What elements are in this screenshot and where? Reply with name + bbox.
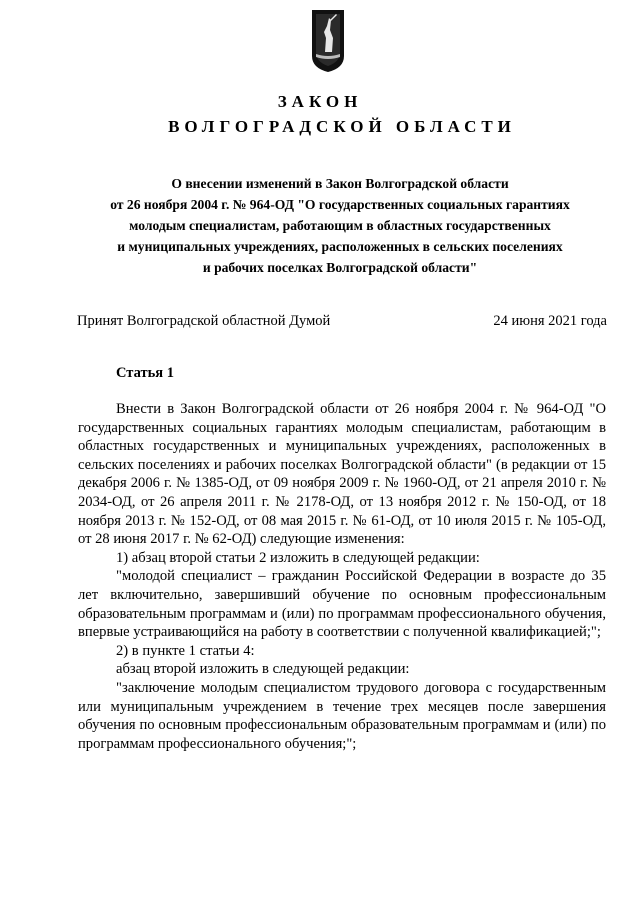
subtitle-line: О внесении изменений в Закон Волгоградской области	[171, 176, 509, 191]
article-intro-paragraph: Внести в Закон Волгоградской области от 26 ноября 2004 г. № 964-ОД "О государственных социальных гарантиях молодым специалистам, работающим в областных государственных и муниципальных учреждениях, расположенных в сельских поселениях и рабочих поселках Волгоградской области" (в редакции от 15 декабря 2006 г. № 1385-ОД, от 09 ноября 2009 г. № 1960-ОД, от 21 апреля 2010 г. № 2034-ОД, от 26 апреля 2011 г. № 2178-ОД, от 13 ноября 2012 г. № 150-ОД, от 18 ноября 2013 г. № 152-ОД, от 08 мая 2015 г. № 61-ОД, от 10 июля 2015 г. № 105-ОД, от 28 июня 2017 г. № 62-ОД) следующие изменения:	[78, 401, 606, 548]
amendment-item-2-quote: "заключение молодым специалистом трудового договора с государственным или муниципальным учреждением в течение трех месяцев после завершения обучения по основным профессиональным образовательным программам и (или) по программам профессионального обучения;";	[78, 679, 606, 752]
adopted-by: Принят Волгоградской областной Думой	[77, 313, 331, 329]
article-heading: Статья 1	[116, 365, 174, 381]
adoption-date: 24 июня 2021 года	[493, 313, 607, 329]
subtitle-line: и рабочих поселках Волгоградской области"	[202, 260, 478, 275]
law-title: ЗАКОН	[277, 92, 363, 111]
amendment-item-2: 2) в пункте 1 статьи 4:	[116, 642, 255, 659]
volgograd-coat-of-arms-icon	[310, 8, 346, 74]
article-body	[78, 400, 606, 753]
amendment-item-2-sub: абзац второй изложить в следующей редакции:	[116, 661, 410, 678]
amendment-item-1-quote: "молодой специалист – гражданин Российской Федерации в возрасте до 35 лет включительно, завершивший обучение по основным профессиональным образовательным программам и (или) по программам профессионального обучения, впервые устраивающийся на работу в соответствии с полученной квалификацией;";	[78, 568, 606, 641]
subtitle-line: и муниципальных учреждениях, расположенных в сельских поселениях	[117, 239, 563, 254]
amendment-item-1: 1) абзац второй статьи 2 изложить в следующей редакции:	[116, 549, 480, 566]
subtitle-line: молодым специалистам, работающим в областных государственных	[129, 218, 551, 233]
subtitle-line: от 26 ноября 2004 г. № 964-ОД "О государственных социальных гарантиях	[110, 197, 570, 212]
law-subtitle	[60, 173, 620, 278]
region-title: ВОЛГОГРАДСКОЙ ОБЛАСТИ	[168, 117, 516, 136]
